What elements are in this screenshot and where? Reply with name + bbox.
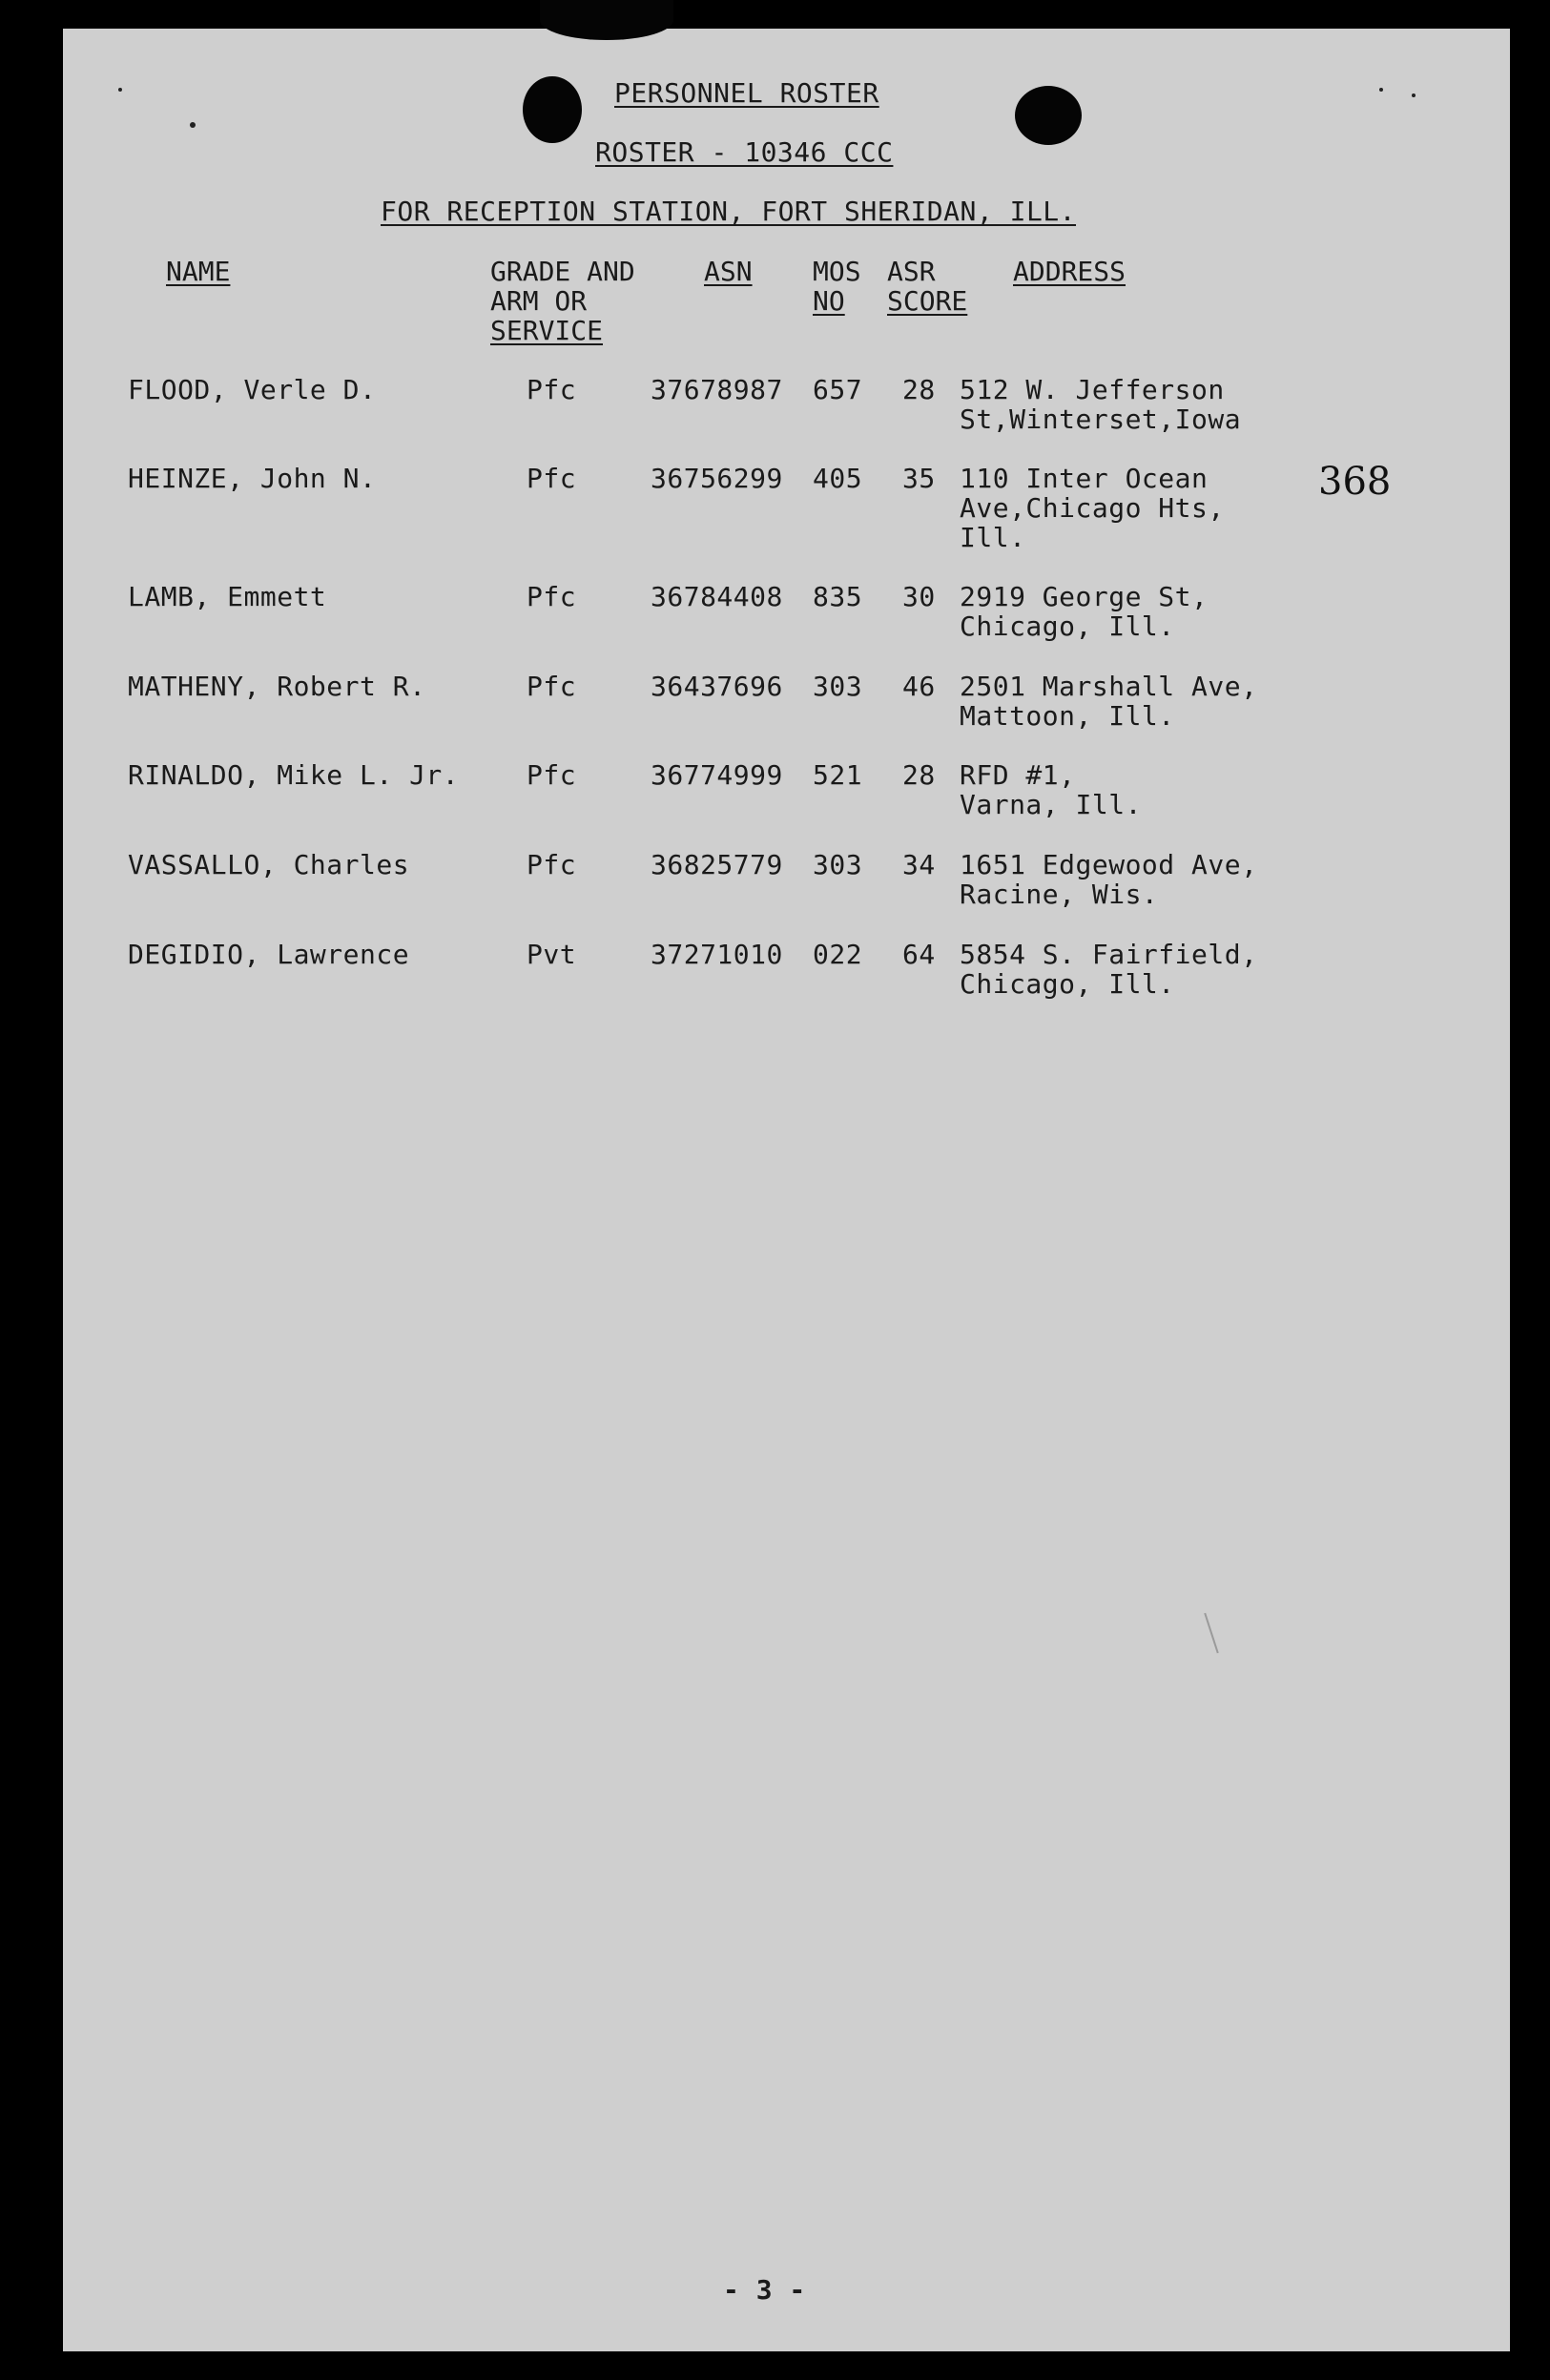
row-address-line-1: 512 W. Jefferson [960,374,1225,405]
row-asn: 36825779 [651,849,783,880]
row-address-line-2: Varna, Ill. [960,789,1142,820]
row-asn: 36774999 [651,759,783,791]
col-asr-2: SCORE [887,285,968,317]
row-asr: 30 [902,581,936,612]
row-address-line-1: 110 Inter Ocean [960,463,1209,494]
row-address-line-1: 2501 Marshall Ave, [960,671,1258,702]
punch-hole-left [523,76,582,143]
col-name: NAME [166,256,231,287]
page-number: - 3 - [723,2274,806,2306]
speck [1379,88,1383,92]
speck [1412,93,1416,97]
speck [190,122,196,128]
roster-page [63,29,1510,2351]
row-address-line-2: St,Winterset,Iowa [960,404,1242,435]
col-grade-3: SERVICE [490,315,604,346]
speck [118,88,122,92]
col-address: ADDRESS [1013,256,1126,287]
row-mos: 405 [813,463,863,494]
row-name: VASSALLO, Charles [128,849,410,880]
row-asn: 37678987 [651,374,783,405]
row-name: LAMB, Emmett [128,581,327,612]
row-grade: Pfc [527,374,577,405]
row-grade: Pfc [527,581,577,612]
page-mark: 368 [1318,460,1392,504]
col-grade-1: GRADE AND [490,256,635,287]
row-address-line-2: Racine, Wis. [960,879,1159,910]
row-asn: 36437696 [651,671,783,702]
row-name: RINALDO, Mike L. Jr. [128,759,460,791]
row-name: MATHENY, Robert R. [128,671,426,702]
row-mos: 303 [813,849,863,880]
row-address-line-3: Ill. [960,522,1026,553]
row-asr: 64 [902,939,936,970]
row-asn: 36756299 [651,463,783,494]
top-tear [540,0,673,40]
row-grade: Pfc [527,849,577,880]
row-mos: 835 [813,581,863,612]
punch-hole-right [1015,86,1082,145]
row-asn: 37271010 [651,939,783,970]
row-name: HEINZE, John N. [128,463,377,494]
row-grade: Pfc [527,671,577,702]
col-asn: ASN [704,256,753,287]
row-address-line-1: 1651 Edgewood Ave, [960,849,1258,880]
row-mos: 303 [813,671,863,702]
row-mos: 657 [813,374,863,405]
row-asr: 34 [902,849,936,880]
roster-title: PERSONNEL ROSTER [614,77,879,109]
row-asr: 28 [902,759,936,791]
row-address-line-2: Chicago, Ill. [960,968,1175,1000]
row-grade: Pvt [527,939,577,970]
col-mos-1: MOS [813,256,861,287]
pencil-mark [1204,1613,1218,1653]
row-address-line-1: 5854 S. Fairfield, [960,939,1258,970]
row-asn: 36784408 [651,581,783,612]
row-name: FLOOD, Verle D. [128,374,377,405]
row-asr: 46 [902,671,936,702]
roster-station: FOR RECEPTION STATION, FORT SHERIDAN, ILL. [381,196,1077,227]
row-address-line-1: 2919 George St, [960,581,1209,612]
row-grade: Pfc [527,759,577,791]
row-asr: 28 [902,374,936,405]
row-address-line-2: Ave,Chicago Hts, [960,492,1225,524]
row-name: DEGIDIO, Lawrence [128,939,410,970]
col-grade-2: ARM OR [490,285,588,317]
row-address-line-2: Chicago, Ill. [960,611,1175,642]
row-asr: 35 [902,463,936,494]
col-asr-1: ASR [887,256,936,287]
row-mos: 521 [813,759,863,791]
row-address-line-1: RFD #1, [960,759,1076,791]
roster-number: ROSTER - 10346 CCC [595,136,894,168]
row-mos: 022 [813,939,863,970]
row-grade: Pfc [527,463,577,494]
col-mos-2: NO [813,285,845,317]
row-address-line-2: Mattoon, Ill. [960,700,1175,732]
